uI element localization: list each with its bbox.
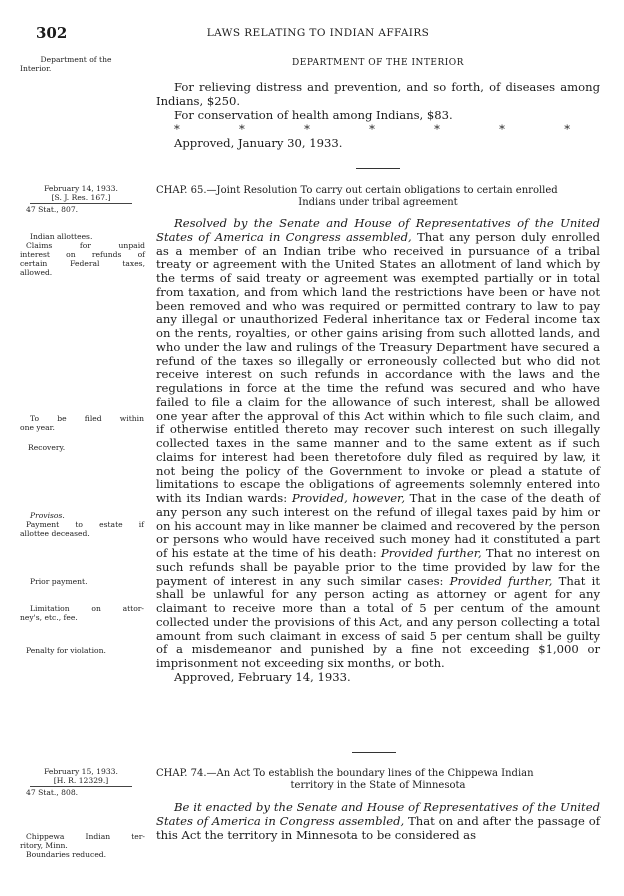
citation-chap74 (20, 767, 142, 797)
citation-bill: [H. R. 12329.] (53, 776, 109, 785)
margin-line: allottee deceased. (20, 529, 90, 538)
margin-line: one year. (20, 423, 55, 432)
asterisk: * (174, 121, 180, 136)
chapter-title-line: CHAP. 74.—An Act To establish the boundary lines of the Chippewa Indian (156, 768, 534, 779)
margin-line: Recovery. (28, 443, 66, 452)
department-items (156, 81, 600, 151)
act-paragraph (156, 801, 600, 843)
citation-chap65 (20, 184, 142, 214)
citation-date: February 15, 1933. (44, 767, 118, 776)
department-heading: DEPARTMENT OF THE INTERIOR (292, 58, 464, 68)
margin-line: Boundaries reduced. (26, 850, 107, 859)
margin-line: Prior payment. (30, 577, 88, 586)
margin-note-department (20, 55, 132, 73)
margin-line: ney's, etc., fee. (20, 613, 78, 622)
chapter-title-74 (156, 768, 600, 792)
margin-line: Penalty for violation. (26, 646, 106, 655)
resolving-clause: Resolved by the Senate and House of Representatives of the United States of America in Congress assembled, (156, 216, 600, 244)
chapter-title-line: CHAP. 65.—Joint Resolution To carry out certain obligations to certain enrolled (156, 185, 558, 196)
section-divider (356, 168, 400, 169)
citation-bill: [S. J. Res. 167.] (51, 193, 111, 202)
citation-date: February 14, 1933. (44, 184, 118, 193)
asterisk: * (564, 121, 570, 136)
margin-line: Provisos. (30, 511, 65, 520)
resolution-paragraph (156, 217, 600, 671)
citation-rule (30, 203, 132, 204)
margin-note-filing (20, 414, 144, 432)
department-item: For conservation of health among Indians, $83. (174, 107, 453, 122)
chapter-title-line: Indians under tribal agreement (298, 197, 458, 208)
margin-line: ritory, Minn. (20, 841, 68, 850)
margin-note-penalty (26, 646, 154, 655)
margin-note-recovery (28, 443, 156, 452)
page-header (36, 24, 600, 46)
asterisk-row (156, 123, 600, 137)
asterisk: * (434, 121, 440, 136)
resolution-text: That any person duly enrolled as a member of an Indian tribe who received in pursuance of a tribal treaty or agreement with the United States an allotment of land which by the terms of said treaty or agreement was exempted partially or in total from taxation, and from which land the restrictions have been or have not been removed and who was required or permitted contrary to law to pay any illegal or unauthorized Federal inheritance tax or Federal income tax on the rents, royalties, or other gains arising from such allotted lands, and who under the law and rulings of the Treasury Department have secured a refund of the taxes so illegally or erroneously collected but who did not receive interest on such refunds in accordance with the laws and the regulations in force at the time the refund was secured and who have failed to file a claim for the allowance of such interest, shall be allowed one year after the approval of this Act within which to file such claim, and if otherwise entitled thereto may recover such interest on such illegally collected taxes in the same manner and to the same extent as if such claims for interest had been theretofore duly filed as required by law, it not being the policy of the Government to invoke or plead a statute of limitations to escape the obligations of agreements solemnly entered into with its Indian wards: (156, 229, 600, 505)
chapter-title-line: territory in the State of Minnesota (290, 780, 466, 791)
margin-note-chippewa (20, 832, 145, 859)
department-item: For relieving distress and prevention, and so forth, of diseases among Indians, $250. (156, 80, 600, 108)
margin-line: Payment to estate if (26, 520, 144, 529)
page-number: 302 (36, 24, 68, 42)
enacting-clause: Be it enacted by the Senate and House of Representatives of the United States of America in Congress assembled, (156, 800, 600, 828)
margin-line: Interior. (20, 64, 52, 73)
asterisk: * (369, 121, 375, 136)
proviso-label: Provided further, (449, 573, 553, 588)
asterisk: * (499, 121, 505, 136)
margin-line: Claims for unpaid (26, 241, 145, 250)
approval-line: Approved, January 30, 1933. (174, 135, 343, 150)
citation-stat: 47 Stat., 807. (26, 205, 79, 214)
act-text: That on and after the passage of this Act the territory in Minnesota to be considered as (156, 813, 600, 842)
running-head: LAWS RELATING TO INDIAN AFFAIRS (206, 27, 430, 39)
approval-line: Approved, February 14, 1933. (174, 669, 351, 684)
chapter-title-65 (156, 185, 600, 209)
margin-line: interest on refunds of (20, 250, 145, 259)
margin-note-indian-allottees (20, 232, 145, 277)
margin-line: certain Federal taxes, (20, 259, 145, 268)
resolution-text: That it shall be unlawful for any person acting as attorney or agent for any claimant to receive more than a total of 5 per centum of the amount collected under the provisions of this Act, and any person collecting a total amount from such claimant in excess of said 5 per centum shall be guilty of a misdemeanor and punished by a fine not exceeding $1,000 or imprisonment not exceeding six months, or both. (156, 573, 600, 670)
resolution-text: That no interest on such refunds shall be payable prior to the time provided by law for the payment of interest in any such similar cases: (156, 546, 601, 588)
joint-resolution-body (156, 217, 600, 685)
margin-line: Chippewa Indian ter- (26, 832, 145, 841)
margin-line: To be filed within (30, 414, 144, 423)
resolution-text: That in the case of the death of any person any such interest on the refund of illegal taxes paid by him or on his account may in like manner be claimed and recovered by the person or persons who would have received such money had it constituted a part of his estate at the time of his death: (156, 491, 601, 560)
asterisk: * (304, 121, 310, 136)
asterisk: * (239, 121, 245, 136)
margin-line: Department of the (40, 55, 112, 64)
section-divider (352, 752, 396, 753)
margin-line: Limitation on attor- (30, 604, 144, 613)
citation-stat: 47 Stat., 808. (26, 788, 79, 797)
margin-note-prior-payment (30, 577, 158, 586)
proviso-label: Provided further, (380, 546, 482, 560)
proviso-label: Provided, however, (291, 491, 406, 505)
citation-rule (30, 786, 132, 787)
margin-line: Indian allottees. (30, 232, 93, 241)
margin-line: allowed. (20, 268, 53, 277)
act-body-74 (156, 801, 600, 843)
margin-note-attorney-fee (20, 604, 144, 622)
margin-note-provisos (20, 511, 144, 538)
